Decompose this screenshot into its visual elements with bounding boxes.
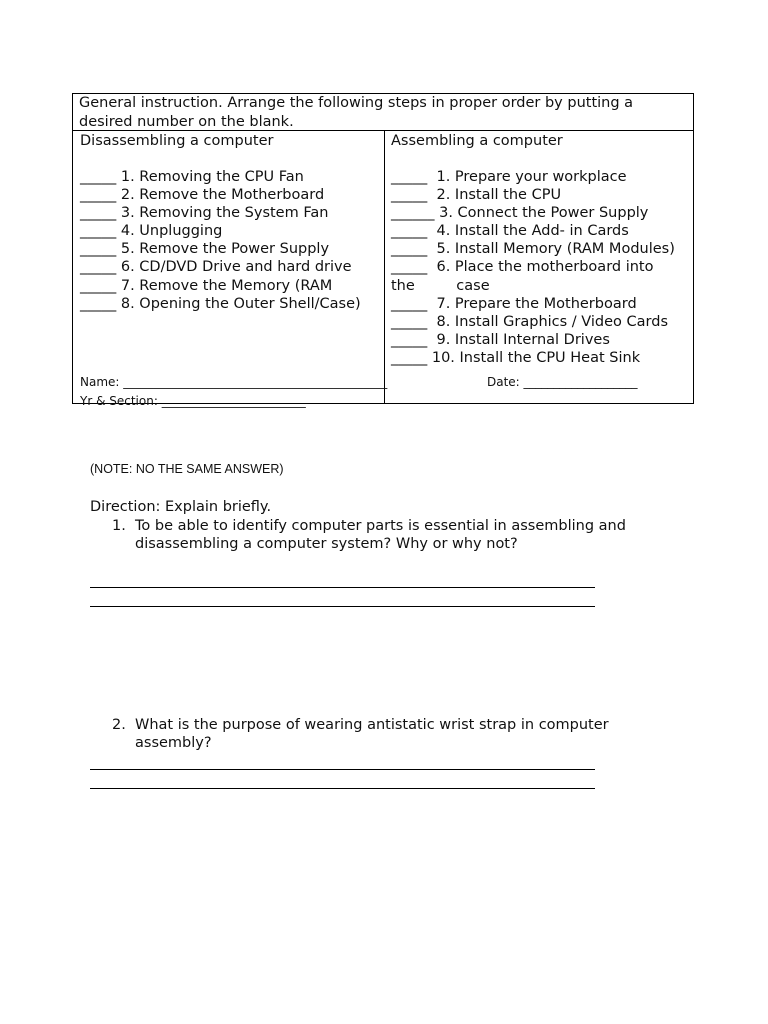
general-instruction xyxy=(73,94,693,131)
assembling-step: _____ 8. Install Graphics / Video Cards xyxy=(391,313,669,330)
assembling-step: _____ 7. Prepare the Motherboard xyxy=(391,295,637,312)
disassembling-step: _____ 4. Unplugging xyxy=(80,223,223,240)
answer-line[interactable] xyxy=(90,769,595,770)
question-number: 2. xyxy=(112,717,126,733)
disassembling-steps xyxy=(80,168,380,313)
answer-line[interactable] xyxy=(90,587,595,588)
disassembling-step: _____ 3. Removing the System Fan xyxy=(80,205,329,222)
worksheet-table xyxy=(72,93,694,408)
assembling-title: Assembling a computer xyxy=(391,133,563,149)
disassembling-column xyxy=(80,132,380,312)
question-text-line-2: disassembling a computer system? Why or why not? xyxy=(135,536,518,553)
answer-line[interactable] xyxy=(90,788,595,789)
disassembling-title: Disassembling a computer xyxy=(80,133,274,149)
question-number: 1. xyxy=(112,518,126,534)
assembling-step: _____ 10. Install the CPU Heat Sink xyxy=(391,349,641,366)
name-field[interactable]: Name: ____________________________________________ xyxy=(80,375,388,389)
assembling-step: _____ 5. Install Memory (RAM Modules) xyxy=(391,241,675,258)
disassembling-step: _____ 6. CD/DVD Drive and hard drive xyxy=(80,259,352,276)
disassembling-step: _____ 2. Remove the Motherboard xyxy=(80,187,325,204)
direction-text: Direction: Explain briefly. xyxy=(90,499,272,515)
assembling-step: ______ 3. Connect the Power Supply xyxy=(391,205,649,222)
question-text-line-2: assembly? xyxy=(135,735,212,752)
disassembling-step: _____ 7. Remove the Memory (RAM xyxy=(80,277,333,294)
disassembling-step: _____ 8. Opening the Outer Shell/Case) xyxy=(80,295,361,312)
question-1 xyxy=(112,517,672,553)
column-divider xyxy=(384,131,385,403)
assembling-step: _____ 9. Install Internal Drives xyxy=(391,331,610,348)
date-field[interactable]: Date: ___________________ xyxy=(487,375,638,389)
question-2 xyxy=(112,716,672,752)
yr-section-field[interactable]: Yr & Section: ________________________ xyxy=(80,394,306,408)
assembling-step: _____ 1. Prepare your workplace xyxy=(391,169,627,185)
assembling-step: _____ 2. Install the CPU xyxy=(391,187,562,204)
question-text-line-1: To be able to identify computer parts is essential in assembling and xyxy=(135,518,626,534)
assembling-step: the case xyxy=(391,277,490,294)
assembling-column xyxy=(391,132,691,366)
disassembling-step: _____ 5. Remove the Power Supply xyxy=(80,241,330,258)
assembling-steps xyxy=(391,168,691,367)
assembling-step: _____ 6. Place the motherboard into xyxy=(391,259,654,276)
instruction-line-2: desired number on the blank. xyxy=(79,113,294,130)
answer-line[interactable] xyxy=(90,606,595,607)
note-text: (NOTE: NO THE SAME ANSWER) xyxy=(90,462,284,476)
assembling-step: _____ 4. Install the Add- in Cards xyxy=(391,223,629,240)
disassembling-step: _____ 1. Removing the CPU Fan xyxy=(80,169,304,185)
instruction-line-1: General instruction. Arrange the following steps in proper order by putting a xyxy=(79,95,634,111)
question-text-line-1: What is the purpose of wearing antistatic wrist strap in computer xyxy=(135,717,609,733)
